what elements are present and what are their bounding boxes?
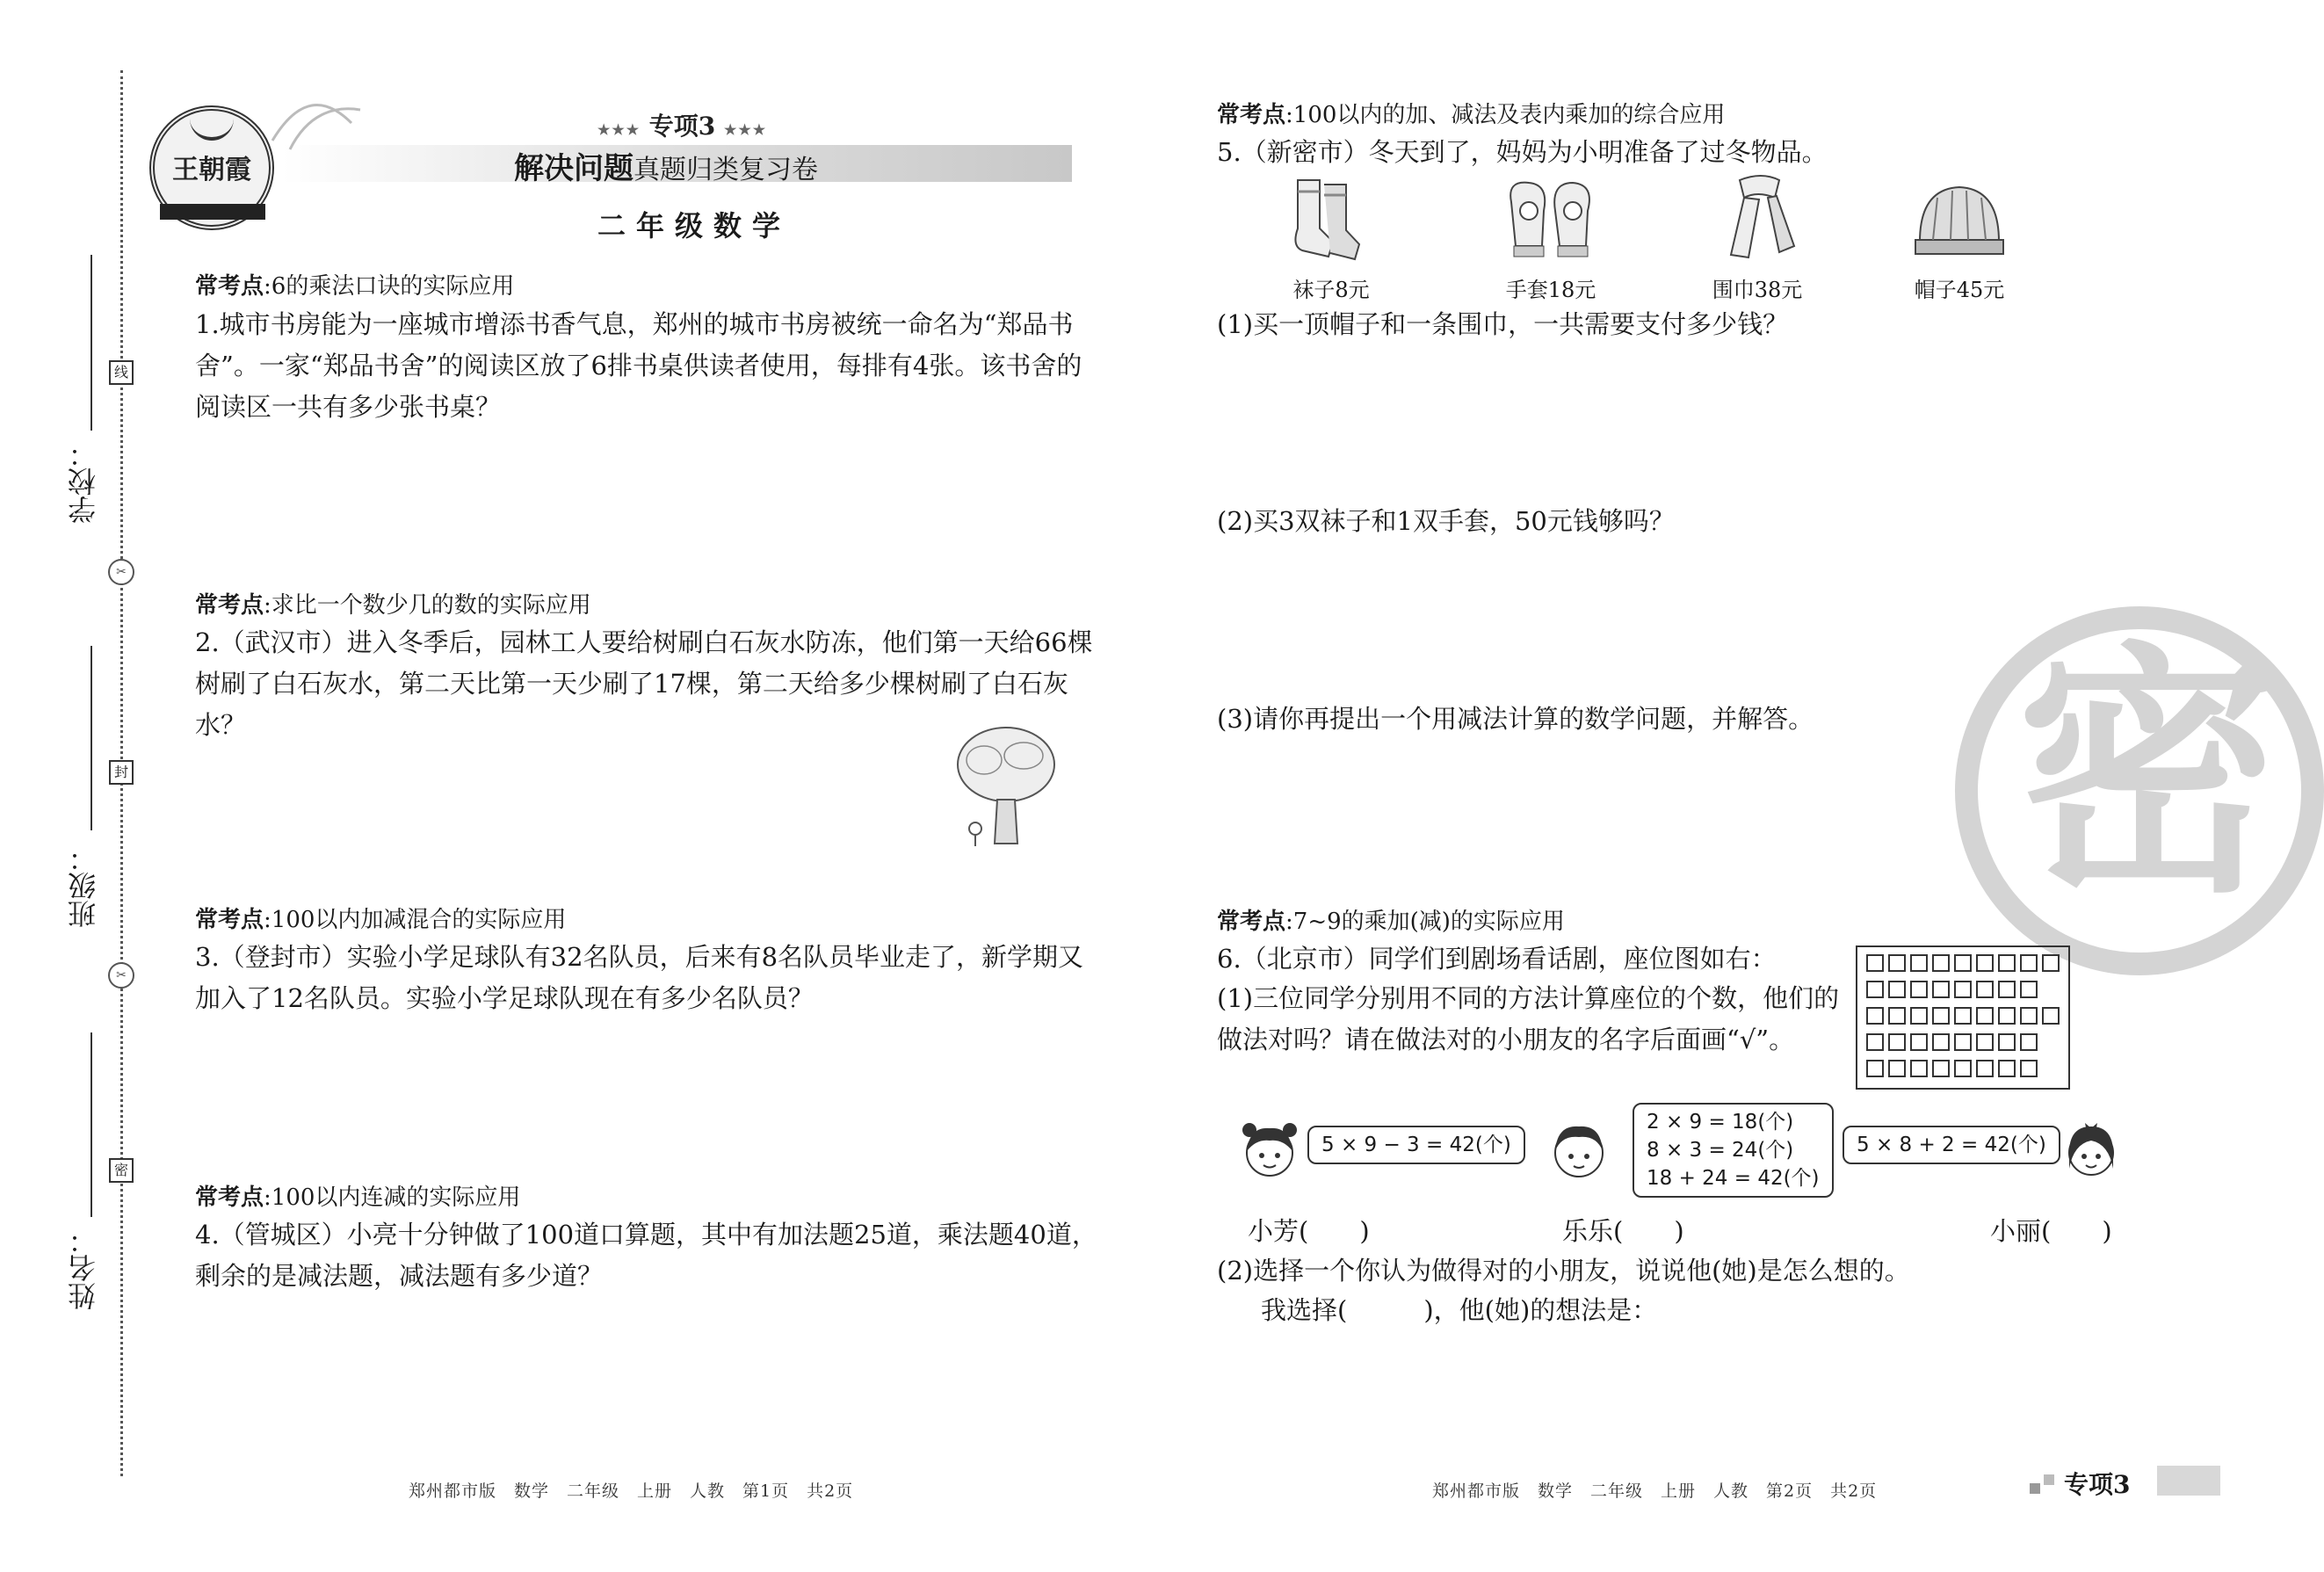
scarf-icon — [1713, 171, 1801, 268]
title-main: 解决问题 — [514, 151, 633, 186]
seat — [2020, 1007, 2038, 1025]
answer-slot-lele[interactable]: 乐乐( ) — [1562, 1216, 1684, 1246]
seat — [1866, 1033, 1884, 1051]
school-label: 学校： — [67, 439, 100, 524]
grade-subject: 二年级数学 — [597, 209, 792, 243]
question-3: 3.（登封市）实验小学足球队有32名队员，后来有8名队员毕业走了，新学期又加入了12名队员。实验小学足球队现在有多少名队员？ — [195, 942, 1084, 1013]
name-label: 姓名： — [67, 1226, 100, 1310]
seat — [1866, 981, 1884, 998]
question-6: 6.（北京市）同学们到剧场看话剧，座位图如右： — [1217, 944, 1777, 974]
key-point-label: 常考点 — [1217, 909, 1286, 935]
seat-map — [1856, 945, 2070, 1090]
corner-band — [2157, 1466, 2220, 1496]
key-point-text: :100以内连减的实际应用 — [264, 1184, 521, 1211]
series-tag — [597, 107, 767, 142]
seat — [1910, 954, 1928, 972]
key-point-label: 常考点 — [195, 592, 264, 619]
logo-brand-name: 王朝霞 — [172, 155, 251, 185]
key-point-text: :7~9的乘加(减)的实际应用 — [1285, 909, 1565, 935]
seat — [1954, 1007, 1972, 1025]
page-title — [514, 144, 818, 187]
seat — [1888, 1007, 1906, 1025]
seat — [1932, 1007, 1950, 1025]
key-point-4 — [195, 1179, 520, 1212]
logo-ribbon — [160, 204, 265, 220]
question-5-1: (1)买一顶帽子和一条围巾，一共需要支付多少钱？ — [1217, 309, 1789, 339]
seat — [2020, 1033, 2038, 1051]
seat — [1998, 954, 2016, 972]
name-blank-line[interactable] — [90, 1032, 92, 1217]
item-label: 袜子8元 — [1292, 278, 1370, 302]
school-blank-line[interactable] — [90, 255, 92, 431]
seat — [1976, 1033, 1994, 1051]
mittens-icon — [1498, 176, 1604, 264]
seat — [1866, 1007, 1884, 1025]
seat — [1954, 1033, 1972, 1051]
seat — [2042, 954, 2060, 972]
seat — [2042, 1007, 2060, 1025]
bubble-lele — [1633, 1103, 1834, 1198]
socks-icon — [1285, 176, 1372, 264]
seat — [1976, 1060, 1994, 1077]
crown-icon — [190, 118, 234, 141]
seat — [1932, 1033, 1950, 1051]
item-label: 手套18元 — [1505, 278, 1596, 302]
scissors-icon: ✂ — [108, 559, 134, 585]
seat — [1932, 981, 1950, 998]
hat-icon — [1907, 180, 2012, 259]
seat — [1888, 1033, 1906, 1051]
key-point-5 — [1217, 97, 1725, 129]
seat — [1976, 1007, 1994, 1025]
seal-stamp-char: 密 — [2016, 618, 2280, 928]
key-point-text: :6的乘法口诀的实际应用 — [264, 273, 515, 300]
bubble-lele-line: 8 × 3 = 24(个) — [1647, 1139, 1794, 1162]
key-point-text: :100以内的加、减法及表内乘加的综合应用 — [1285, 102, 1726, 128]
bubble-lele-line: 18 + 24 = 42(个) — [1647, 1167, 1820, 1190]
stars-right: ★★★ — [724, 121, 768, 138]
question-6-2: (2)选择一个你认为做得对的小朋友，说说他(她)是怎么想的。 — [1217, 1256, 1910, 1286]
footer-right: 郑州都市版 数学 二年级 上册 人教 第2页 共2页 — [1432, 1481, 1878, 1501]
question-6-2-answer[interactable]: 我选择( )，他(她)的想法是： — [1261, 1295, 1658, 1325]
seat — [1910, 981, 1928, 998]
seat — [1888, 981, 1906, 998]
girl-fang-icon — [1239, 1116, 1300, 1186]
seat — [1910, 1033, 1928, 1051]
question-5-2: (2)买3双袜子和1双手套，50元钱够吗？ — [1217, 506, 1675, 536]
seat — [2020, 1060, 2038, 1077]
seal-tag-feng: 封 — [109, 760, 134, 785]
answer-slot-fang[interactable]: 小芳( ) — [1248, 1216, 1370, 1246]
boy-lele-icon — [1548, 1116, 1610, 1186]
corner-series-tag: 专项3 — [2064, 1470, 2131, 1499]
key-point-3 — [195, 902, 566, 934]
seat — [1910, 1060, 1928, 1077]
bubble-li: 5 × 8 + 2 = 42(个) — [1843, 1126, 2060, 1164]
item-label: 帽子45元 — [1914, 278, 2005, 302]
key-point-text: :求比一个数少几的数的实际应用 — [264, 592, 591, 619]
scissors-icon: ✂ — [108, 962, 134, 989]
bubble-fang: 5 × 9 − 3 = 42(个) — [1307, 1126, 1525, 1164]
seat — [1910, 1007, 1928, 1025]
question-6-1: (1)三位同学分别用不同的方法计算座位的个数，他们的做法对吗？请在做法对的小朋友的名字后面画“√”。 — [1217, 983, 1840, 1054]
key-point-label: 常考点 — [1217, 102, 1286, 128]
seat — [1998, 981, 2016, 998]
seat — [1954, 981, 1972, 998]
tree-icon — [949, 725, 1063, 848]
stars-left: ★★★ — [597, 121, 641, 138]
series-name: 专项3 — [648, 112, 716, 141]
key-point-label: 常考点 — [195, 273, 264, 300]
seat — [1866, 1060, 1884, 1077]
question-2: 2.（武汉市）进入冬季后，园林工人要给树刷白石灰水防冻，他们第一天给66棵树刷了白石灰水，第二天比第一天少刷了17棵，第二天给多少棵树刷了白石灰水？ — [195, 627, 1093, 740]
bubble-lele-line: 2 × 9 = 18(个) — [1647, 1111, 1794, 1134]
seat — [1932, 1060, 1950, 1077]
answer-slot-li[interactable]: 小丽( ) — [1990, 1216, 2112, 1246]
question-4: 4.（管城区）小亮十分钟做了100道口算题，其中有加法题25道，乘法题40道，剩余的是减法题，减法题有多少道？ — [195, 1220, 1097, 1291]
seat — [1954, 954, 1972, 972]
girl-li-icon — [2060, 1114, 2122, 1189]
question-5: 5.（新密市）冬天到了，妈妈为小明准备了过冬物品。 — [1217, 137, 1828, 167]
question-1: 1.城市书房能为一座城市增添书香气息，郑州的城市书房被统一命名为“郑品书舍”。一家“郑品书舍”的阅读区放了6排书桌供读者使用，每排有4张。该书舍的阅读区一共有多少张书桌？ — [195, 309, 1082, 422]
seat — [1954, 1060, 1972, 1077]
seat — [1932, 954, 1950, 972]
seat — [2020, 981, 2038, 998]
seat — [1888, 1060, 1906, 1077]
seal-tag-xian: 线 — [109, 360, 134, 385]
class-blank-line[interactable] — [90, 646, 92, 830]
seat — [1998, 1033, 2016, 1051]
question-5-3: (3)请你再提出一个用减法计算的数学问题，并解答。 — [1217, 704, 1814, 734]
seat — [1976, 981, 1994, 998]
key-point-label: 常考点 — [195, 907, 264, 933]
seat — [1888, 954, 1906, 972]
key-point-text: :100以内加减混合的实际应用 — [264, 907, 567, 933]
seat — [1998, 1007, 2016, 1025]
key-point-2 — [195, 587, 591, 619]
corner-decoration — [2044, 1474, 2054, 1485]
corner-decoration — [2030, 1483, 2040, 1494]
seat — [1976, 954, 1994, 972]
item-label: 围巾38元 — [1712, 278, 1803, 302]
key-point-6 — [1217, 903, 1565, 936]
seat — [1866, 954, 1884, 972]
title-sub: 真题归类复习卷 — [633, 155, 818, 185]
footer-left: 郑州都市版 数学 二年级 上册 人教 第1页 共2页 — [409, 1481, 854, 1501]
seat — [1998, 1060, 2016, 1077]
seat — [2020, 954, 2038, 972]
seal-tag-mi: 密 — [109, 1158, 134, 1183]
ribbon-icon — [264, 88, 369, 158]
class-label: 班级： — [67, 844, 100, 928]
key-point-1 — [195, 268, 514, 301]
key-point-label: 常考点 — [195, 1184, 264, 1211]
